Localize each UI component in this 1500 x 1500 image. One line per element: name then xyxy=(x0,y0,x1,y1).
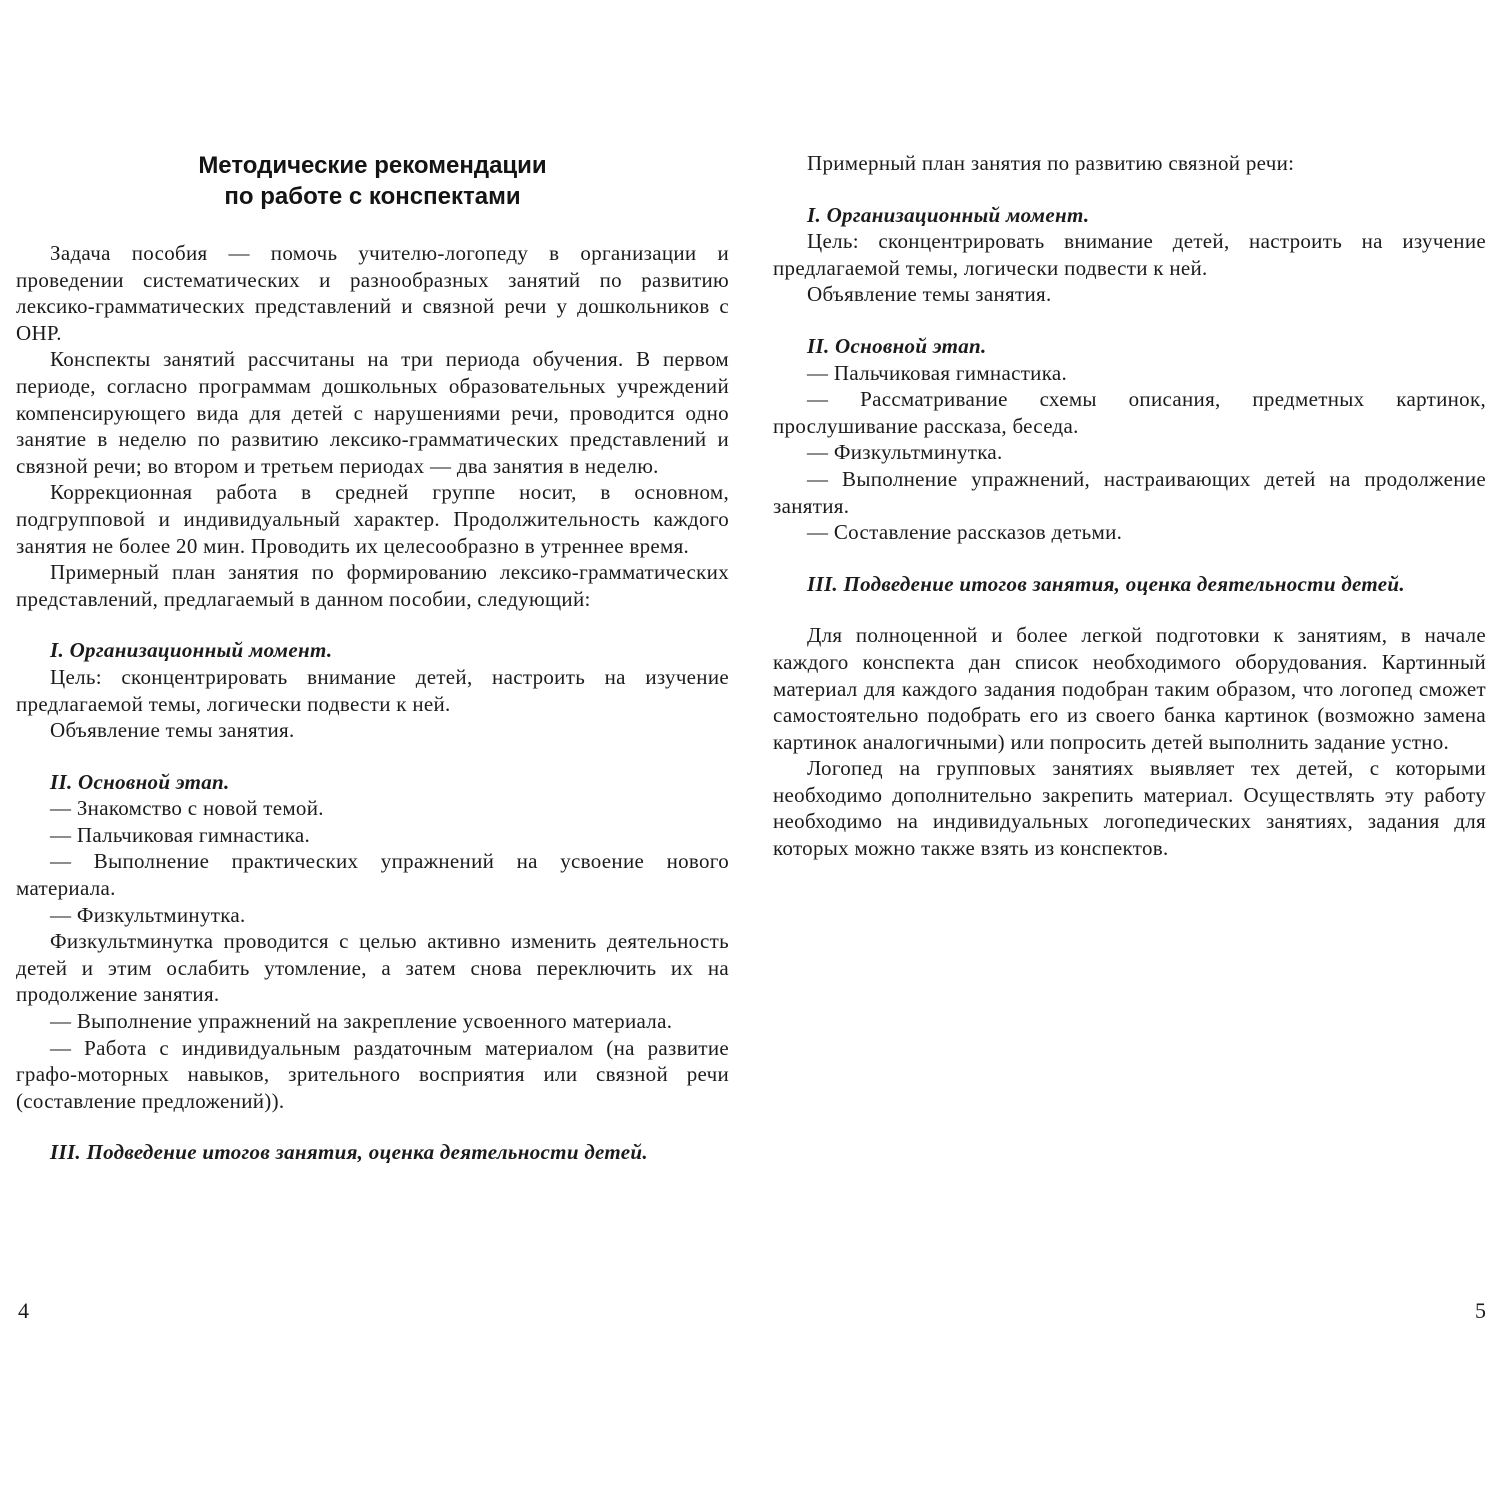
left-page xyxy=(16,150,729,1166)
paragraph: Объявление темы занятия. xyxy=(807,282,1052,307)
paragraph: — Пальчиковая гимнастика. xyxy=(807,360,1068,385)
paragraph: Для полноценной и более легкой подготовки к занятиям, в начале каждого конспекта дан список необходимого оборудования. Картинный материал для каждого задания подобран таким образом, что логопед сможет самостоятельно подобрать его из своего банка картинок (возможно замена картинок аналогичными) или попросить детей выполнить задание устно. xyxy=(773,623,1486,754)
paragraph: — Выполнение упражнений, настраивающих детей на продолжение занятия. xyxy=(773,466,1486,518)
right-page-body xyxy=(773,150,1486,862)
page-title-line1: Методические рекомендации xyxy=(198,152,547,179)
paragraph: Физкультминутка проводится с целью активно изменить деятельность детей и этим ослабить утомление, а затем снова переключить их на продолжение занятия. xyxy=(16,929,729,1007)
paragraph: — Пальчиковая гимнастика. xyxy=(50,822,311,847)
section-heading: III. Подведение итогов занятия, оценка деятельности детей. xyxy=(50,1140,648,1165)
paragraph: Примерный план занятия по развитию связной речи: xyxy=(807,151,1295,175)
paragraph: Объявление темы занятия. xyxy=(50,718,295,743)
paragraph: — Составление рассказов детьми. xyxy=(807,520,1123,545)
paragraph: — Выполнение практических упражнений на усвоение нового материала. xyxy=(16,849,729,901)
paragraph: — Рассматривание схемы описания, предметных картинок, прослушивание рассказа, беседа. xyxy=(773,387,1486,438)
paragraph: Задача пособия — помочь учителю-логопеду в организации и проведении систематических и разнообразных занятий по развитию лексико-грамматических представлений и связной речи у дошкольников с ОНР. xyxy=(16,241,729,345)
section-heading: III. Подведение итогов занятия, оценка деятельности детей. xyxy=(807,571,1405,596)
page-title-line2: по работе с конспектами xyxy=(224,183,521,210)
paragraph: — Физкультминутка. xyxy=(807,440,1003,465)
right-page xyxy=(773,150,1486,1166)
paragraph: — Работа с индивидуальным раздаточным материалом (на развитие графо-моторных навыков, зрительного восприятия или связной речи (составление предложений)). xyxy=(16,1035,729,1113)
section-heading: II. Основной этап. xyxy=(807,333,987,358)
page-number-right: 5 xyxy=(1475,1298,1486,1323)
page-title xyxy=(16,150,729,212)
paragraph: — Физкультминутка. xyxy=(50,902,246,927)
section-heading: II. Основной этап. xyxy=(50,769,230,794)
paragraph: Примерный план занятия по формированию лексико-грамматических представлений, предлагаемый в данном пособии, следующий: xyxy=(16,560,729,611)
paragraph: Логопед на групповых занятиях выявляет тех детей, с которыми необходимо дополнительно закрепить материал. Осуществлять эту работу необходимо на индивидуальных логопедических занятиях, задания для которых можно также взять из конспектов. xyxy=(773,756,1486,861)
left-page-body xyxy=(16,240,729,1166)
section-heading: I. Организационный момент. xyxy=(50,638,333,663)
paragraph: Цель: сконцентрировать внимание детей, настроить на изучение предлагаемой темы, логически подвести к ней. xyxy=(16,664,729,716)
paragraph: Конспекты занятий рассчитаны на три периода обучения. В первом периоде, согласно программам дошкольных образовательных учреждений компенсирующего вида для детей с нарушениями речи, проводится одно занятие в неделю по развитию лексико-грамматических представлений и связной речи; во втором и третьем периодах — два занятия в неделю. xyxy=(16,347,729,478)
paragraph: Коррекционная работа в средней группе носит, в основном, подгрупповой и индивидуальный характер. Продолжительность каждого занятия не более 20 мин. Проводить их целесообразно в утреннее время. xyxy=(16,480,729,558)
paragraph: Цель: сконцентрировать внимание детей, настроить на изучение предлагаемой темы, логически подвести к ней. xyxy=(773,229,1486,280)
paragraph: — Выполнение упражнений на закрепление усвоенного материала. xyxy=(50,1009,673,1034)
paragraph: — Знакомство с новой темой. xyxy=(50,796,324,821)
section-heading: I. Организационный момент. xyxy=(807,202,1090,227)
page-number-left: 4 xyxy=(18,1298,29,1323)
